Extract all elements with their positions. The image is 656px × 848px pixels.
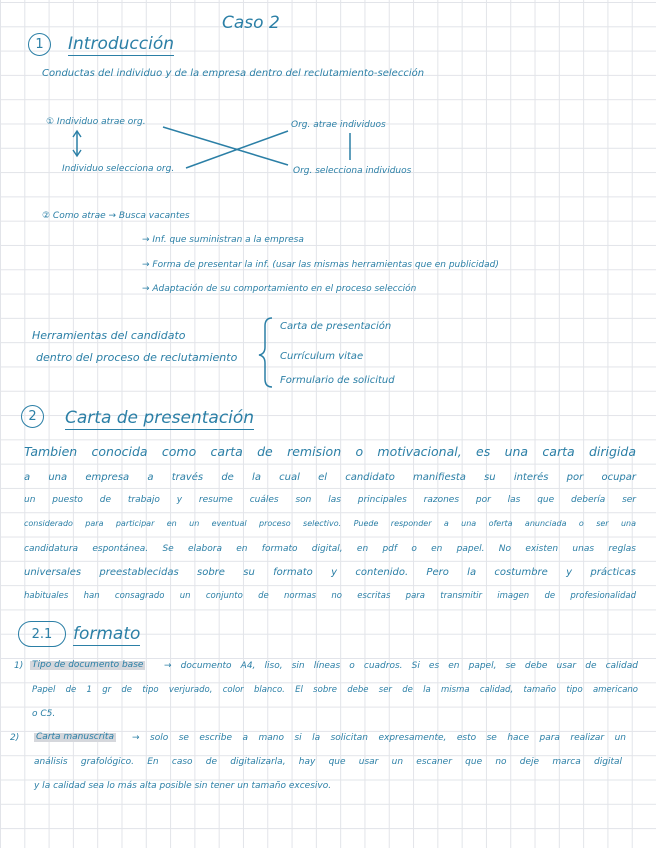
section-1-subtitle: Conductas del individuo y de la empresa dentro del reclutamiento-selección	[42, 68, 425, 79]
paragraph-line: habituales han consagrado un conjunto de normas no escritas para transmitir imagen de profesionalidad	[24, 591, 636, 601]
item-1-text: Papel de 1 gr de tipo verjurado, color blanco. El sobre debe ser de la misma calidad, tamaño tipo americano	[32, 685, 638, 695]
diagram-label-c: Org. atrae individuos	[291, 120, 386, 130]
item-1-text: o C5.	[32, 709, 56, 719]
page-title: Caso 2	[222, 13, 280, 33]
paragraph-line: candidatura espontánea. Se elabora en formato digital, en pdf o en papel. No existen unas reglas	[24, 544, 636, 554]
tool-item: Formulario de solicitud	[280, 375, 395, 386]
tool-item: Carta de presentación	[280, 321, 392, 332]
bullet-item: → Inf. que suministran a la empresa	[142, 235, 304, 245]
diagram-label-a: ① Individuo atrae org.	[46, 117, 146, 127]
paragraph-line: un puesto de trabajo y resume cuáles son las principales razones por las que debería ser	[24, 495, 636, 505]
paragraph-line: considerado para participar en un eventual proceso selectivo. Puede responder a una oferta anunciada o ser una	[24, 519, 636, 528]
section-2-heading: Carta de presentación	[65, 408, 255, 428]
section-1-number: 1	[28, 33, 51, 56]
section-1-heading: Introducción	[68, 34, 175, 54]
item-2-highlight: Carta manuscrita	[36, 732, 114, 742]
cross-line-1	[163, 127, 288, 165]
bullet-head: ② Como atrae → Busca vacantes	[42, 211, 190, 221]
bullet-item: → Forma de presentar la inf. (usar las mismas herramientas que en publicidad)	[142, 260, 499, 270]
section-2-1-heading: formato	[73, 624, 141, 644]
tools-label-line-2: dentro del proceso de reclutamiento	[36, 351, 238, 364]
diagram-label-b: Individuo selecciona org.	[62, 164, 175, 174]
paragraph-line: a una empresa a través de la cual el candidato manifiesta su interés por ocupar	[24, 472, 636, 483]
item-1-highlight: Tipo de documento base	[32, 660, 144, 670]
paragraph-line: Tambien conocida como carta de remision o motivacional, es una carta dirigida	[24, 444, 636, 459]
cross-line-2	[186, 131, 288, 168]
brace-icon	[259, 318, 272, 387]
section-2-1-number: 2.1	[18, 621, 66, 647]
tools-label-line-1: Herramientas del candidato	[32, 329, 186, 342]
item-2-number: 2)	[10, 733, 20, 743]
diagram-label-d: Org. selecciona individuos	[293, 166, 412, 176]
bullet-item: → Adaptación de su comportamiento en el proceso selección	[142, 284, 417, 294]
item-1-text: → documento A4, liso, sin líneas o cuadros. Si es en papel, se debe usar de calidad	[164, 661, 638, 671]
item-2-text: análisis grafológico. En caso de digitalizarla, hay que usar un escaner que no deje marca digital	[34, 757, 622, 767]
tool-item: Currículum vitae	[280, 351, 364, 362]
item-2-text: y la calidad sea lo más alta posible sin tener un tamaño excesivo.	[34, 781, 332, 791]
item-2-text: → solo se escribe a mano si la solicitan expresamente, esto se hace para realizar un	[132, 733, 626, 743]
section-2-number: 2	[21, 405, 44, 428]
item-1-number: 1)	[14, 661, 24, 671]
paragraph-line: universales preestablecidas sobre su formato y contenido. Pero la costumbre y prácticas	[24, 567, 636, 578]
